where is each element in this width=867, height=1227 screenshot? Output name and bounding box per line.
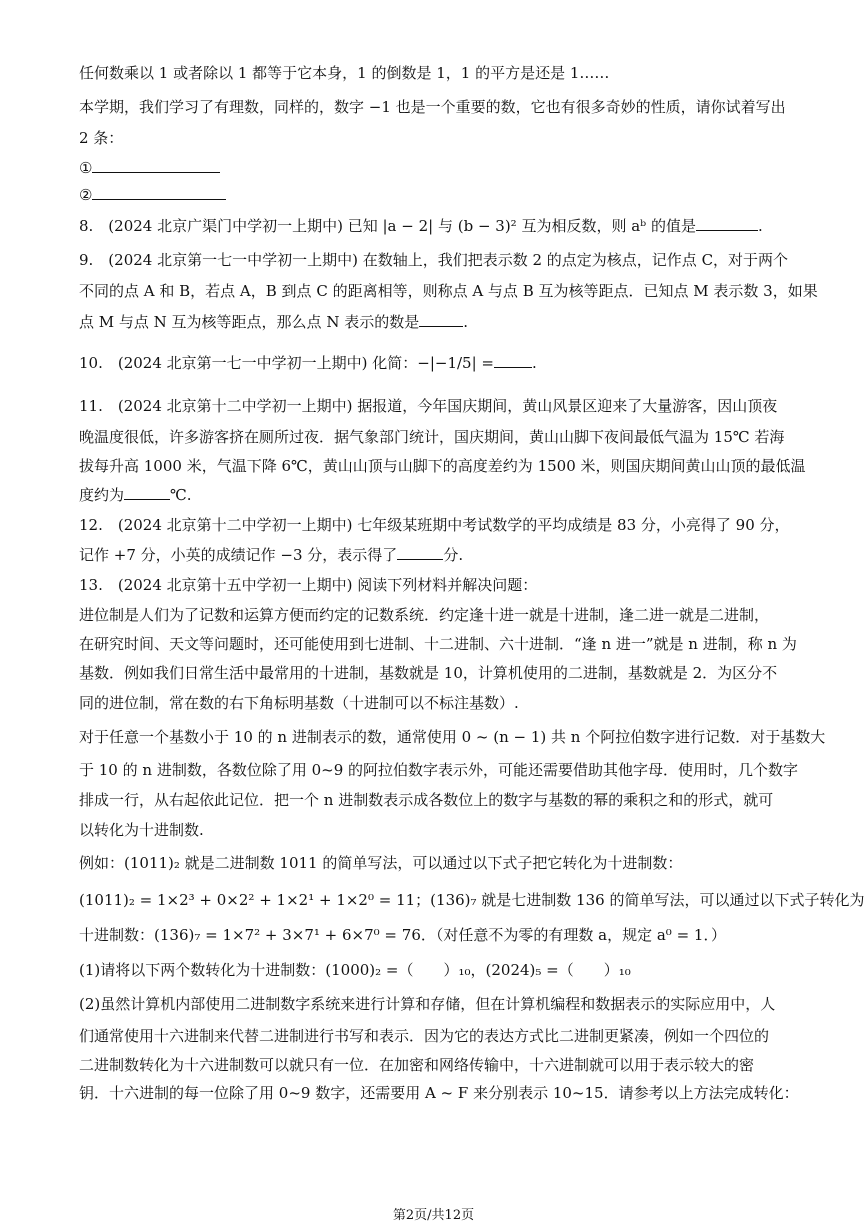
text-line: 们通常使用十六进制来代替二进制进行书写和表示．因为它的表达方式比二进制更紧凑，例如一个四位的 (79, 1027, 770, 1045)
sub-question-1: (1)请将以下两个数转化为十进制数：(1000)₂ =（ ）₁₀，(2024)₅ =（ ）₁₀ (79, 961, 631, 979)
text-line: 排成一行，从右起依此记位．把一个 n 进制数表示成各数位上的数字与基数的幂的乘积之和的形式，就可 (79, 791, 774, 809)
answer-line-2: ② (79, 184, 226, 206)
text-line: 以转化为十进制数. (79, 821, 204, 839)
text-line: 于 10 的 n 进制数，各数位除了用 0~9 的阿拉伯数字表示外，可能还需要借助其他字母．使用时，几个数字 (79, 761, 799, 779)
text-line: (1011)₂ = 1×2³ + 0×2² + 1×2¹ + 1×2⁰ = 11；(136)₇ 就是七进制数 136 的简单写法，可以通过以下式子转化为 (79, 891, 865, 909)
text-line: 不同的点 A 和 B，若点 A，B 到点 C 的距离相等，则称点 A 与点 B 互为核等距点．已知点 M 表示数 3，如果 (79, 282, 818, 300)
question-12: 12. (2024 北京第十二中学初一上期中) 七年级某班期中考试数学的平均成绩是 83 分，小亮得了 90 分， (79, 516, 790, 534)
question-8: 8. (2024 北京广渠门中学初一上期中) 已知 |a − 2| 与 (b − 3)² 互为相反数，则 aᵇ 的值是 . (79, 217, 763, 235)
text-line: 晚温度很低，许多游客挤在厕所过夜．据气象部门统计，国庆期间，黄山山脚下夜间最低气温为 15℃ 若海 (79, 428, 785, 446)
text-line: 基数．例如我们日常生活中最常用的十进制，基数就是 10，计算机使用的二进制，基数就是 2．为区分不 (79, 664, 778, 682)
text-line: 二进制数转化为十六进制数可以就只有一位．在加密和网络传输中，十六进制就可以用于表示较大的密 (79, 1056, 755, 1074)
text-line: 在研究时间、天文等问题时，还可能使用到七进制、十二进制、六十进制．“逢 n 进一”就是 n 进制，称 n 为 (79, 635, 797, 653)
text-line: 钥．十六进制的每一位除了用 0~9 数字，还需要用 A ~ F 来分别表示 10~15．请参考以上方法完成转化： (79, 1084, 799, 1102)
text-line: 十进制数：(136)₇ = 1×7² + 3×7¹ + 6×7⁰ = 76．（对任意不为零的有理数 a，规定 a⁰ = 1．） (79, 926, 726, 944)
text-line: 2 条： (79, 129, 124, 147)
question-10: 10. (2024 北京第一七一中学初一上期中) 化简：−|−1/5| = . (79, 354, 537, 372)
text-line: 度约为 ℃. (79, 486, 192, 504)
question-11: 11. (2024 北京第十二中学初一上期中) 据报道，今年国庆期间，黄山风景区迎来了大量游客，因山顶夜 (79, 397, 778, 415)
text-line: 任何数乘以 1 或者除以 1 都等于它本身，1 的倒数是 1，1 的平方是还是 1…… (79, 64, 610, 82)
text-line: 记作 +7 分，小英的成绩记作 −3 分，表示得了 分. (79, 546, 464, 564)
text-line: 点 M 与点 N 互为核等距点，那么点 N 表示的数是 . (79, 313, 469, 331)
text-line: 拔每升高 1000 米，气温下降 6℃，黄山山顶与山脚下的高度差约为 1500 米，则国庆期间黄山山顶的最低温 (79, 457, 806, 475)
question-13: 13. (2024 北京第十五中学初一上期中) 阅读下列材料并解决问题： (79, 576, 538, 594)
text-line: 对于任意一个基数小于 10 的 n 进制表示的数，通常使用 0 ~ (n − 1) 共 n 个阿拉伯数字进行记数．对于基数大 (79, 728, 826, 746)
question-9: 9. (2024 北京第一七一中学初一上期中) 在数轴上，我们把表示数 2 的点定为核点，记作点 C，对于两个 (79, 251, 789, 269)
text-line: 同的进位制，常在数的右下角标明基数（十进制可以不标注基数）. (79, 694, 519, 712)
text-line: 进位制是人们为了记数和运算方便而约定的记数系统．约定逢十进一就是十进制，逢二进一就是二进制， (79, 606, 770, 624)
page-footer: 第2页/共12页 (392, 1208, 475, 1223)
sub-question-2: (2)虽然计算机内部使用二进制数字系统来进行计算和存储，但在计算机编程和数据表示的实际应用中，人 (79, 995, 776, 1013)
answer-line-1: ① (79, 157, 220, 179)
text-line: 例如：(1011)₂ 就是二进制数 1011 的简单写法，可以通过以下式子把它转化为十进制数： (79, 854, 683, 872)
text-line: 本学期，我们学习了有理数，同样的，数字 −1 也是一个重要的数，它也有很多奇妙的性质，请你试着写出 (79, 98, 786, 116)
